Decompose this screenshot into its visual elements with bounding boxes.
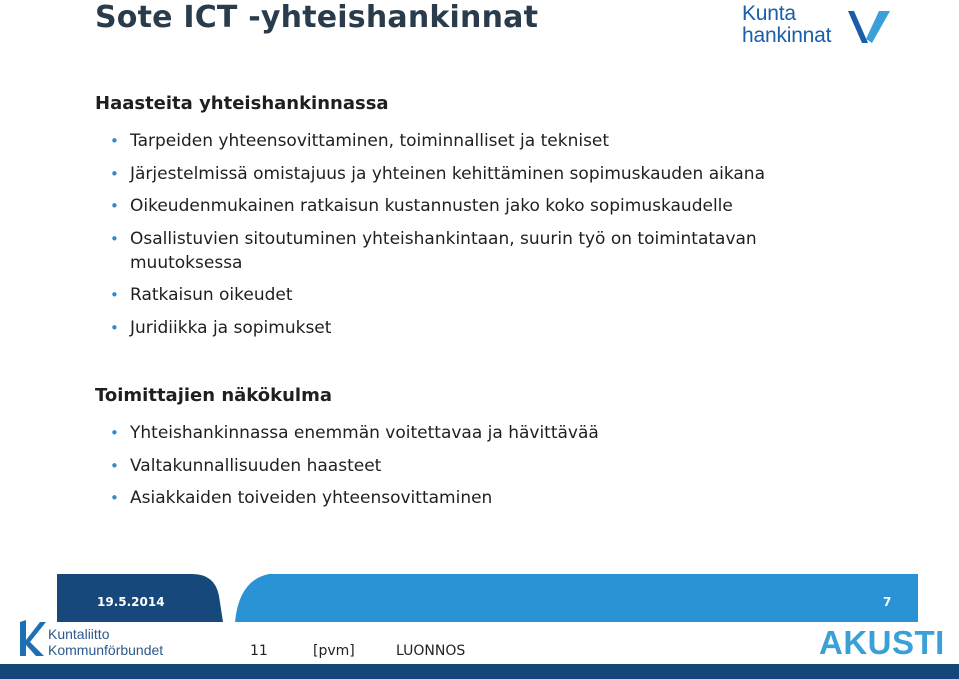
bullet-icon: • [110, 318, 119, 337]
list-item: • Yhteishankinnassa enemmän voitettavaa ja hävittävää [110, 423, 599, 443]
bullet-icon: • [110, 286, 119, 304]
bullet-icon: • [110, 424, 119, 442]
kuntaliitto-line2: Kommunförbundet [48, 642, 164, 658]
list-item: • Osallistuvien sitoutuminen yhteishankintaan, suurin työ on toimintatavan muutoksessa [110, 228, 757, 273]
slide-date: 19.5.2014 [97, 595, 165, 609]
list-item: • Asiakkaiden toiveiden yhteensovittaminen [110, 488, 493, 508]
slide-footer-band [57, 574, 918, 622]
logo-text-line1: Kunta [742, 2, 796, 25]
bullet-icon: • [110, 132, 119, 150]
list-item: • Tarpeiden yhteensovittaminen, toiminnalliset ja tekniset [110, 131, 610, 151]
list-item: • Valtakunnallisuuden haasteet [110, 455, 382, 476]
slide-number: 7 [883, 595, 892, 609]
page-number: 11 [250, 643, 268, 659]
logo-text-line2: hankinnat [742, 24, 832, 47]
supplier-view-list [110, 421, 870, 519]
section-heading-supplier-view: Toimittajien näkökulma [95, 385, 333, 406]
bullet-icon: • [110, 197, 119, 215]
list-item: • Järjestelmissä omistajuus ja yhteinen kehittäminen sopimuskauden aikana [110, 163, 765, 184]
kuntaliitto-line1: Kuntaliitto [48, 626, 110, 642]
bullet-icon: • [110, 456, 119, 475]
section-heading-challenges: Haasteita yhteishankinnassa [95, 93, 389, 114]
kuntahankinnat-logo [742, 3, 892, 51]
kuntaliitto-logo [18, 618, 188, 660]
list-item: • Oikeudenmukainen ratkaisun kustannusten jako koko sopimuskaudelle [110, 196, 733, 216]
bullet-icon: • [110, 164, 119, 183]
document-status: LUONNOS [396, 643, 466, 659]
bullet-icon: • [110, 229, 119, 248]
bottom-bar [0, 664, 959, 679]
akusti-logo: AKUSTI [819, 624, 945, 661]
kuntaliitto-k-icon [18, 618, 46, 658]
list-item: • Juridiikka ja sopimukset [110, 317, 332, 338]
kuntahankinnat-v-icon [846, 9, 892, 45]
challenges-list [110, 129, 870, 348]
list-item: • Ratkaisun oikeudet [110, 285, 293, 305]
date-placeholder: [pvm] [313, 643, 355, 659]
slide-title: Sote ICT -yhteishankinnat [95, 0, 539, 35]
bullet-icon: • [110, 489, 119, 507]
